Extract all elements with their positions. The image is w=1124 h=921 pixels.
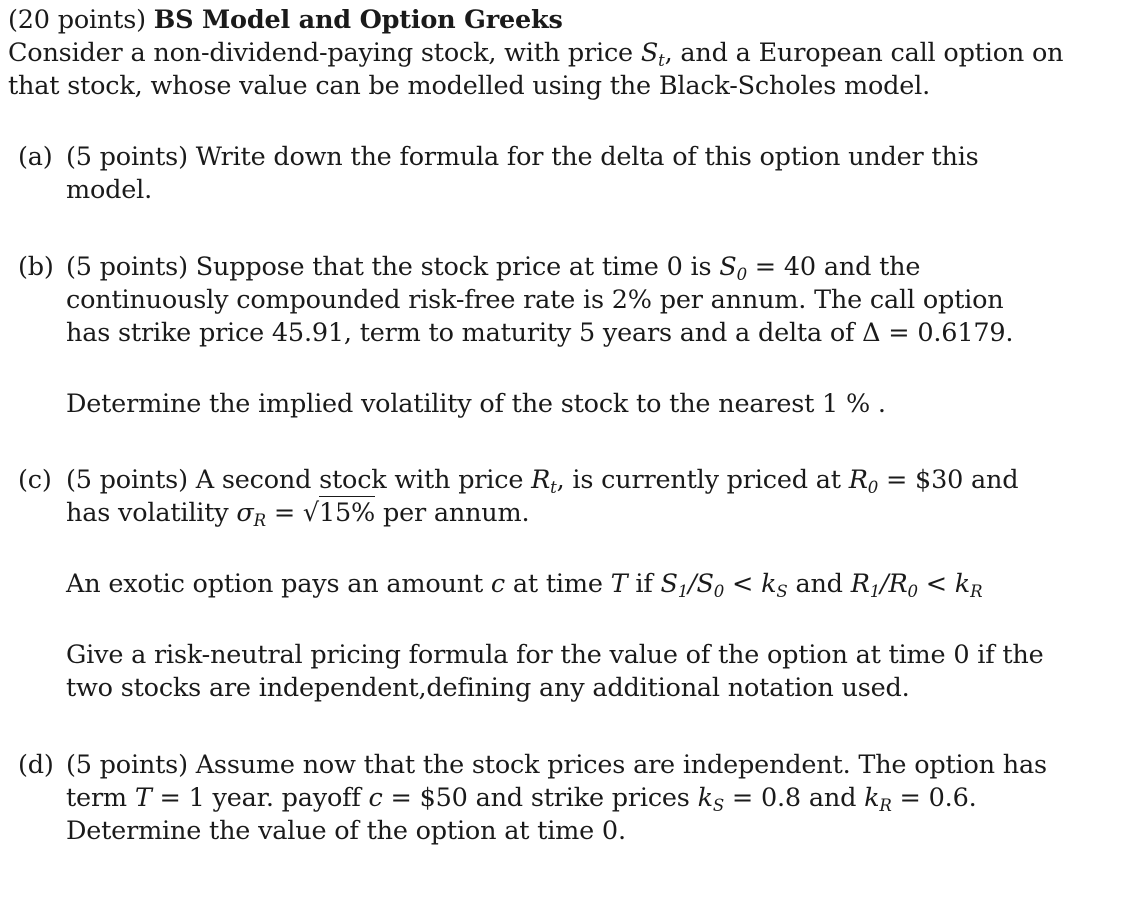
problem-title (8, 4, 1108, 37)
part-c-text-9: < (724, 569, 762, 599)
part-b-paragraph-1 (66, 251, 1048, 350)
part-d-text-2: = 1 year. payoff (151, 783, 369, 813)
part-c-text-4: = (265, 498, 303, 528)
part-c-text-3: = $30 and has volatility (66, 465, 1019, 528)
math-ks: $k_S$ (761, 569, 788, 601)
math-r1-over-r0: $R_1/R_0$ (850, 569, 918, 601)
math-r0: $R_0$ (848, 465, 879, 497)
math-kr: $k_R$ (954, 569, 983, 601)
part-c-paragraph-3: Give a risk-neutral pricing formula for the value of the option at time 0 if the two stocks are independent,defining any additional notation used. (66, 640, 1044, 703)
part-b-text-1: (5 points) Suppose that the stock price at time 0 is (66, 252, 720, 282)
title-points: (20 points) (8, 5, 146, 35)
title-heading: BS Model and Option Greeks (153, 5, 563, 35)
math-T-d: T (134, 783, 152, 813)
part-d-text-4: = 0.8 and (724, 783, 865, 813)
intro-paragraph (8, 37, 1068, 103)
part-c (8, 464, 1048, 705)
math-c: c (490, 569, 506, 599)
part-b-label: (b) (18, 252, 54, 282)
part-c-text-11: < (917, 569, 955, 599)
part-d-text-3: = $50 and strike prices (382, 783, 698, 813)
part-c-text-7: at time (505, 569, 611, 599)
math-ks-d: $k_S$ (697, 783, 725, 815)
part-c-text-8: if (627, 569, 661, 599)
intro-text-2: , and a European call option on that stock, whose value can be modelled using the Black-Scholes model. (8, 38, 1064, 101)
intro-text-1: Consider a non-dividend-paying stock, with price (8, 38, 641, 68)
math-s1-over-s0: $S_1/S_0$ (660, 569, 725, 601)
part-d (8, 749, 1048, 848)
math-c-d: c (368, 783, 383, 813)
part-b-text-2: = 40 and the continuously compounded risk-free rate is 2% per annum. The call option has strike price 45.91, term to maturity 5 years and a delta of Δ = 0.6179. (66, 252, 1014, 348)
part-c-paragraph-2 (66, 568, 1048, 601)
part-a-text: (5 points) Write down the formula for the delta of this option under this model. (66, 142, 979, 205)
math-kr-d: $k_R$ (864, 783, 892, 815)
part-c-text-2: , is currently priced at (556, 465, 849, 495)
math-sigma-r: $\sigma_R$ (236, 498, 266, 530)
part-d-text-1: (5 points) Assume now that the stock prices are independent. The option has term (66, 750, 1047, 813)
sqrt-expression: √15% (302, 498, 376, 528)
sqrt-argument: 15% (318, 498, 376, 528)
part-c-text-10: and (787, 569, 851, 599)
part-c-text-6: An exotic option pays an amount (66, 569, 491, 599)
part-d-label: (d) (18, 750, 54, 780)
part-a (8, 141, 1048, 207)
part-d-text-5: = 0.6. Determine the value of the option at time 0. (66, 783, 977, 846)
part-b-paragraph-2: Determine the implied volatility of the stock to the nearest 1 % . (66, 389, 886, 419)
math-s0: $S_0$ (719, 252, 747, 284)
problem-document (8, 4, 1108, 848)
part-c-paragraph-1 (66, 464, 1048, 530)
math-rt: $R_t$ (531, 465, 557, 497)
math-st: $S_t$ (640, 38, 665, 70)
math-T: T (610, 569, 628, 599)
part-a-label: (a) (18, 142, 53, 172)
part-b (8, 251, 1048, 421)
part-c-text-5: per annum. (375, 498, 530, 528)
part-d-paragraph (66, 749, 1048, 848)
part-c-label: (c) (18, 465, 52, 495)
part-c-text-1: (5 points) A second stock with price (66, 465, 532, 495)
